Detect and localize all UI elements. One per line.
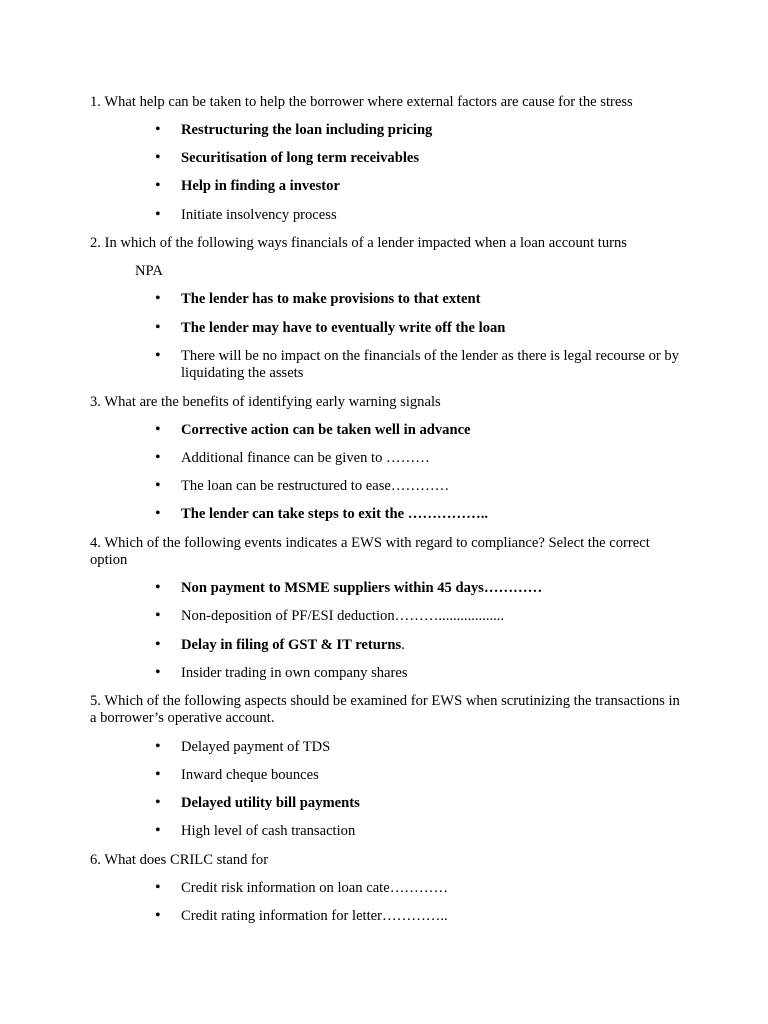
q5-option-1: Delayed payment of TDS	[181, 739, 331, 755]
q2-option-3: There will be no impact on the financials of the lender as there is legal recourse or by liquidating the assets	[181, 348, 680, 381]
question-2-continuation: NPA	[135, 263, 163, 279]
bullet-icon: •	[155, 477, 161, 494]
q4-option-3-suffix: .	[401, 637, 405, 653]
bullet-icon: •	[155, 290, 161, 307]
bullet-icon: •	[155, 664, 161, 681]
bullet-icon: •	[155, 505, 161, 522]
q4-option-3	[181, 637, 681, 654]
bullet-icon: •	[155, 347, 161, 364]
q5-option-2: Inward cheque bounces	[181, 767, 319, 783]
question-3: 3. What are the benefits of identifying early warning signals	[90, 394, 441, 410]
bullet-icon: •	[155, 636, 161, 653]
q3-option-1: Corrective action can be taken well in advance	[181, 422, 471, 438]
q4-option-1: Non payment to MSME suppliers within 45 days…………	[181, 580, 543, 596]
q2-option-2: The lender may have to eventually write off the loan	[181, 320, 506, 336]
bullet-icon: •	[155, 879, 161, 896]
question-2: 2. In which of the following ways financials of a lender impacted when a loan account turns	[90, 235, 627, 251]
bullet-icon: •	[155, 121, 161, 138]
q6-option-1: Credit risk information on loan cate…………	[181, 880, 449, 896]
q3-option-3: The loan can be restructured to ease…………	[181, 478, 450, 494]
q1-option-3: Help in finding a investor	[181, 178, 340, 194]
q1-option-4: Initiate insolvency process	[181, 207, 337, 223]
bullet-icon: •	[155, 607, 161, 624]
q5-option-3: Delayed utility bill payments	[181, 795, 360, 811]
bullet-icon: •	[155, 149, 161, 166]
bullet-icon: •	[155, 177, 161, 194]
question-1: 1. What help can be taken to help the borrower where external factors are cause for the stress	[90, 94, 633, 110]
q4-option-2: Non-deposition of PF/ESI deduction………..................	[181, 608, 505, 624]
q1-option-1: Restructuring the loan including pricing	[181, 122, 433, 138]
question-6: 6. What does CRILC stand for	[90, 852, 269, 868]
bullet-icon: •	[155, 822, 161, 839]
q2-option-1: The lender has to make provisions to that extent	[181, 291, 481, 307]
q6-option-2: Credit rating information for letter…………..	[181, 908, 448, 924]
bullet-icon: •	[155, 449, 161, 466]
q5-option-4: High level of cash transaction	[181, 823, 356, 839]
question-4: 4. Which of the following events indicates a EWS with regard to compliance? Select the correct option	[90, 535, 650, 568]
bullet-icon: •	[155, 421, 161, 438]
question-5: 5. Which of the following aspects should be examined for EWS when scrutinizing the transactions in a borrower’s operative account.	[90, 693, 680, 726]
q3-option-4: The lender can take steps to exit the ……………..	[181, 506, 488, 522]
q3-option-2: Additional finance can be given to ………	[181, 450, 430, 466]
bullet-icon: •	[155, 206, 161, 223]
bullet-icon: •	[155, 738, 161, 755]
q4-option-3-text: Delay in filing of GST & IT returns	[181, 637, 402, 653]
bullet-icon: •	[155, 579, 161, 596]
bullet-icon: •	[155, 794, 161, 811]
bullet-icon: •	[155, 907, 161, 924]
q4-option-4: Insider trading in own company shares	[181, 665, 408, 681]
q1-option-2: Securitisation of long term receivables	[181, 150, 420, 166]
bullet-icon: •	[155, 319, 161, 336]
bullet-icon: •	[155, 766, 161, 783]
